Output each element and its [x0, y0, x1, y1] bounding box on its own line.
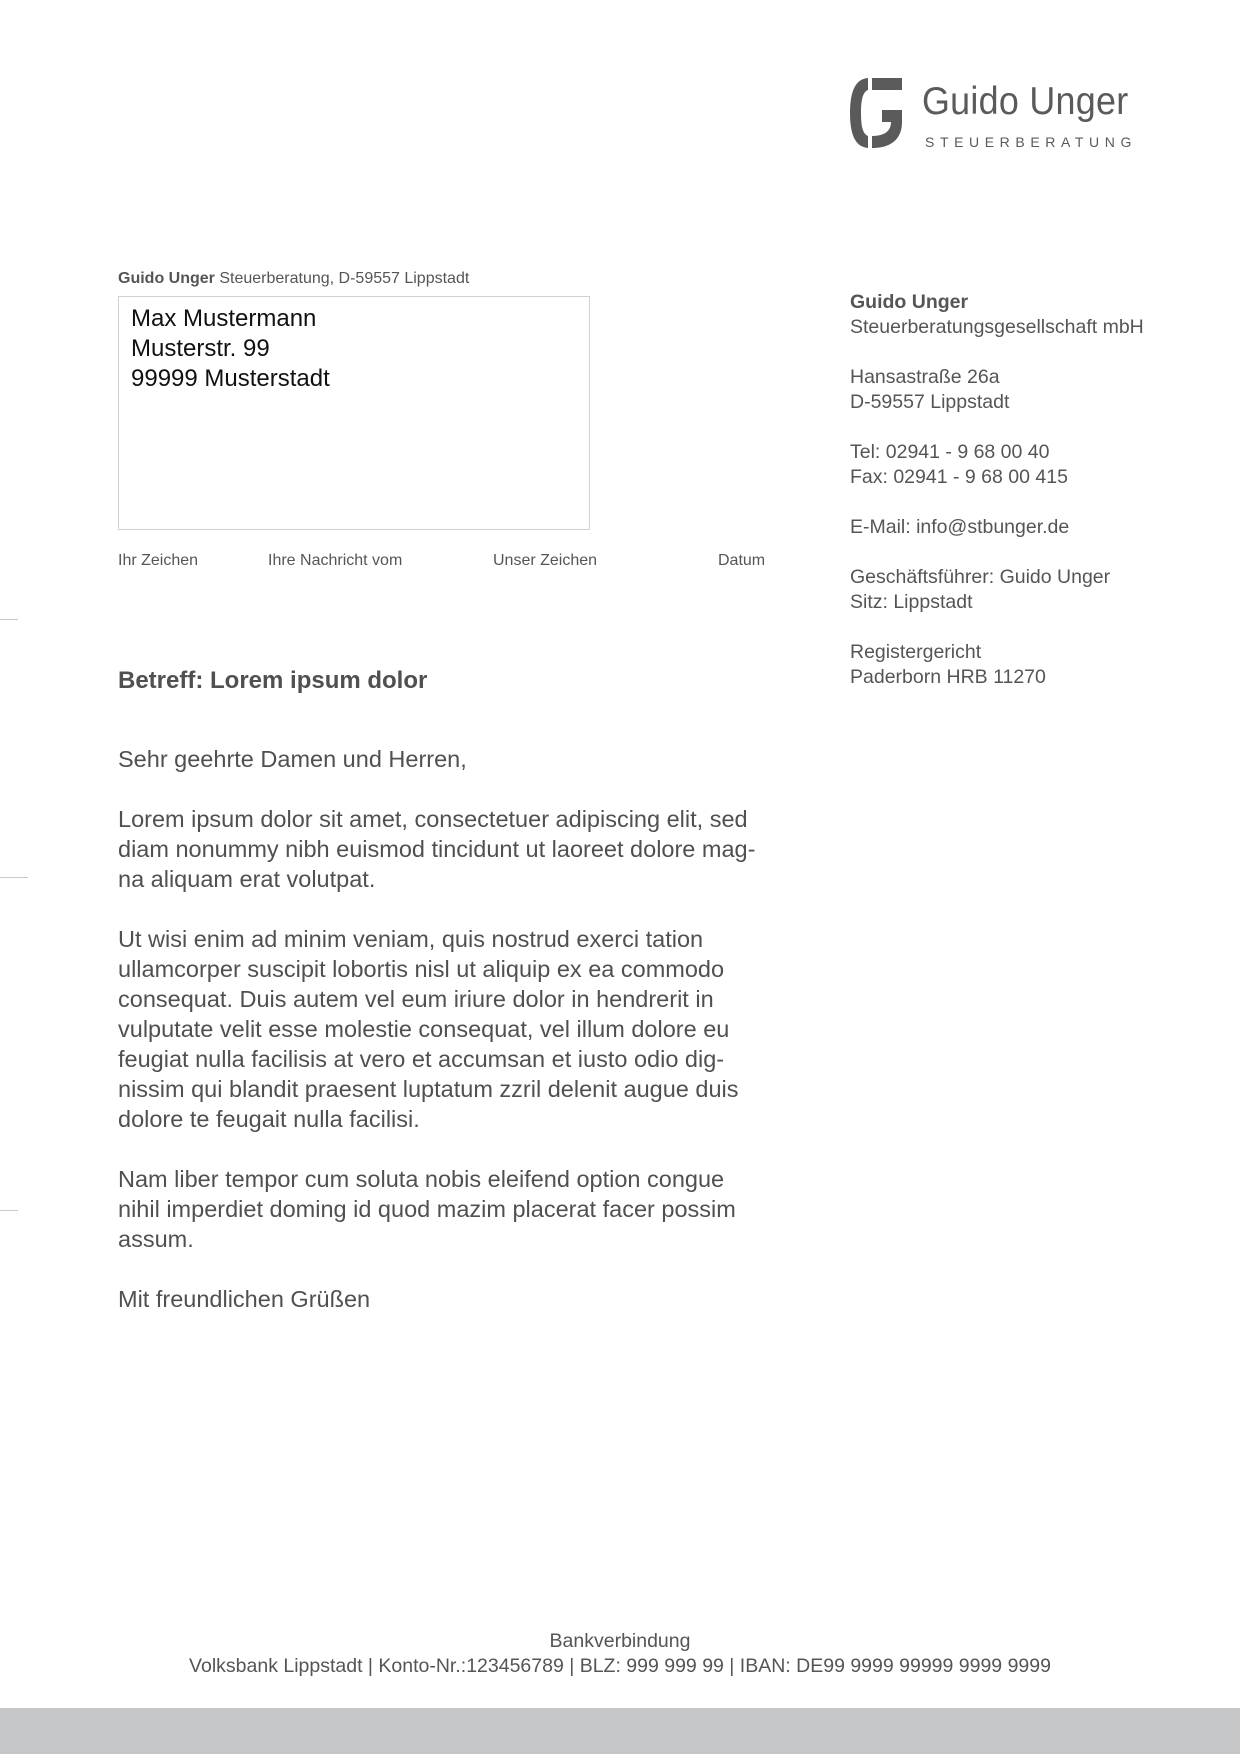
recipient-address-box — [118, 296, 590, 530]
footer-bank-details: Volksbank Lippstadt | Konto-Nr.:123456789 | BLZ: 999 999 99 | IBAN: DE99 9999 99999 9999 9999 — [189, 1655, 1051, 1677]
sender-name: Guido Unger — [118, 270, 215, 287]
paragraph-line: nissim qui blandit praesent luptatum zzril delenit augue duis — [118, 1076, 739, 1102]
gu-logo-mark-icon — [848, 74, 904, 152]
paragraph-line: feugiat nulla facilisis at vero et accumsan et iusto odio dig- — [118, 1046, 725, 1072]
letter-salutation: Sehr geehrte Damen und Herren, — [118, 746, 467, 772]
sidebar-email: E-Mail: info@stbunger.de — [850, 516, 1070, 538]
letter-paragraph-3 — [118, 1164, 808, 1254]
paragraph-line: Ut wisi enim ad minim veniam, quis nostrud exerci tation — [118, 926, 704, 952]
sidebar-city: D-59557 Lippstadt — [850, 391, 1010, 413]
ref-ihr-zeichen: Ihr Zeichen — [118, 552, 199, 569]
sender-return-line — [118, 270, 469, 288]
sidebar-seat: Sitz: Lippstadt — [850, 591, 973, 613]
logo-company-name: Guido Unger — [922, 80, 1129, 123]
footer-bank-title: Bankverbindung — [549, 1630, 691, 1652]
recipient-name: Max Mustermann — [131, 305, 317, 332]
sidebar-tel: Tel: 02941 - 9 68 00 40 — [850, 441, 1050, 463]
paragraph-line: na aliquam erat volutpat. — [118, 866, 376, 892]
letter-body — [118, 744, 808, 1344]
paragraph-line: consequat. Duis autem vel eum iriure dolor in hendrerit in — [118, 986, 714, 1012]
ref-unser-zeichen: Unser Zeichen — [493, 552, 598, 569]
footer-bar — [0, 1708, 1240, 1754]
company-info-sidebar — [850, 290, 1230, 690]
paragraph-line: nihil imperdiet doming id quod mazim placerat facer possim — [118, 1196, 736, 1222]
fold-mark-bottom — [0, 1210, 18, 1211]
sidebar-company-form: Steuerberatungsgesellschaft mbH — [850, 316, 1144, 338]
ref-ihre-nachricht: Ihre Nachricht vom — [268, 552, 403, 569]
letter-closing: Mit freundlichen Grüßen — [118, 1286, 371, 1312]
punch-mark — [0, 877, 28, 878]
sidebar-register-court: Registergericht — [850, 641, 982, 663]
sidebar-managing-director: Geschäftsführer: Guido Unger — [850, 566, 1111, 588]
paragraph-line: ullamcorper suscipit lobortis nisl ut aliquip ex ea commodo — [118, 956, 725, 982]
sidebar-fax: Fax: 02941 - 9 68 00 415 — [850, 466, 1068, 488]
sidebar-street: Hansastraße 26a — [850, 366, 1000, 388]
sender-address: Steuerberatung, D-59557 Lippstadt — [214, 270, 470, 287]
paragraph-line: Nam liber tempor cum soluta nobis eleifend option congue — [118, 1166, 725, 1192]
paragraph-line: assum. — [118, 1226, 194, 1252]
paragraph-line: vulputate velit esse molestie consequat, vel illum dolore eu — [118, 1016, 730, 1042]
letter-subject: Betreff: Lorem ipsum dolor — [118, 667, 428, 694]
paragraph-line: diam nonummy nibh euismod tincidunt ut laoreet dolore mag- — [118, 836, 756, 862]
sidebar-register-number: Paderborn HRB 11270 — [850, 666, 1046, 688]
paragraph-line: Lorem ipsum dolor sit amet, consectetuer adipiscing elit, sed — [118, 806, 748, 832]
fold-mark-top — [0, 619, 18, 620]
logo-tagline: STEUERBERATUNG — [925, 134, 1137, 150]
recipient-street: Musterstr. 99 — [131, 335, 270, 362]
letter-paragraph-2 — [118, 924, 808, 1134]
sidebar-company-name: Guido Unger — [850, 291, 969, 313]
recipient-city: 99999 Musterstadt — [131, 365, 330, 392]
ref-datum: Datum — [718, 552, 766, 569]
paragraph-line: dolore te feugait nulla facilisi. — [118, 1106, 420, 1132]
letter-paragraph-1 — [118, 804, 808, 894]
company-logo — [848, 72, 1148, 156]
